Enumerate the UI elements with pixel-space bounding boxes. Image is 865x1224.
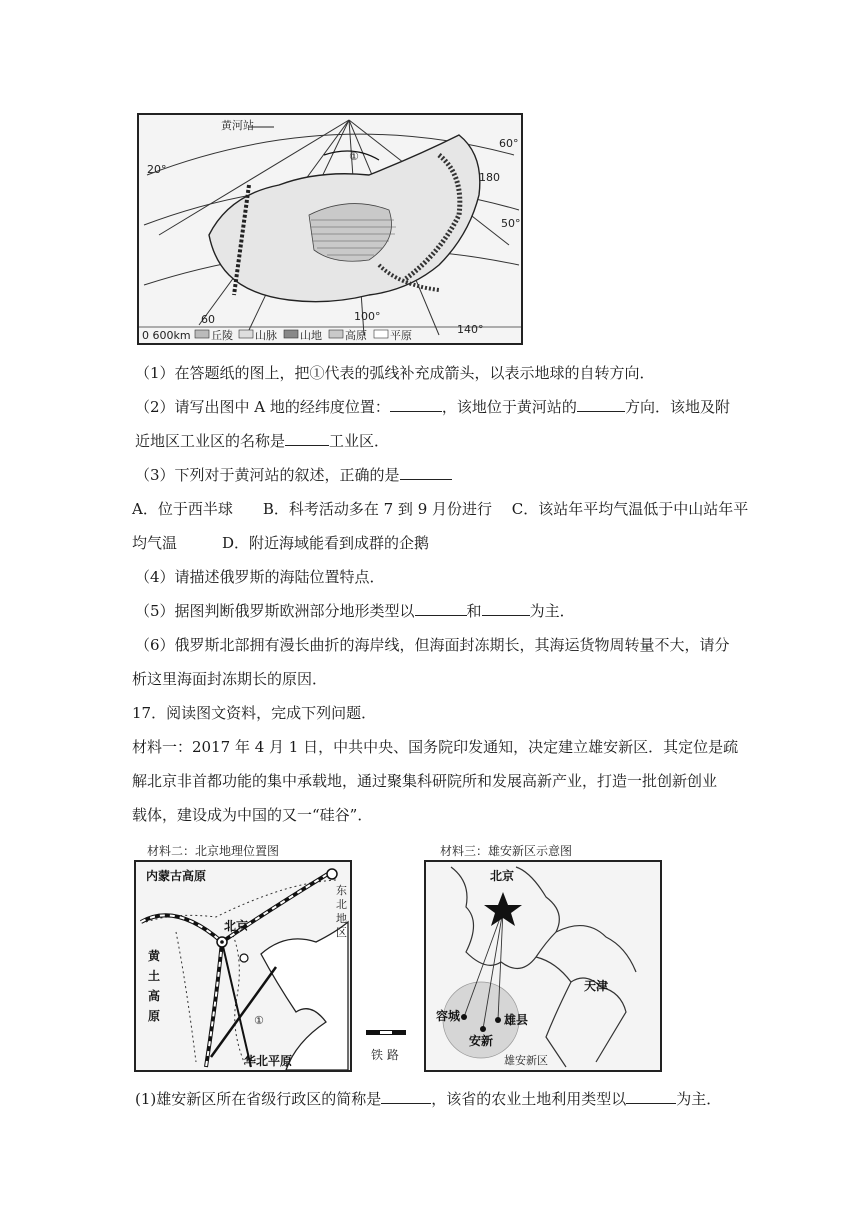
- answer-blank-industry[interactable]: [285, 431, 329, 446]
- svg-text:地: 地: [336, 912, 347, 925]
- arc-label: ①: [349, 150, 359, 163]
- label-arc: ①: [254, 1014, 264, 1027]
- q17-p1-text-a: (1)雄安新区所在省级行政区的简称是: [135, 1090, 382, 1108]
- q17-p1-text-c: 为主．: [676, 1090, 722, 1108]
- q16-p3-options-line1: A．位于西半球 B．科考活动多在 7 到 9 月份进行 C．该站年平均气温低于中山站年平: [132, 500, 749, 518]
- xiongan-map-title: 材料三：雄安新区示意图: [440, 844, 573, 858]
- answer-blank-choice[interactable]: [400, 465, 452, 480]
- beijing-map-title: 材料二：北京地理位置图: [147, 844, 280, 858]
- label-xiongxian: 雄县: [504, 1013, 529, 1027]
- lat-label-60: 60°: [499, 137, 519, 150]
- q16-part3: [135, 464, 452, 486]
- legend-plateau: 高原: [345, 329, 367, 342]
- label-tianjin: 天津: [584, 979, 609, 993]
- label-inner-mongolia: 内蒙古高原: [146, 869, 207, 883]
- q16-p2-text-e: 工业区．: [329, 432, 390, 450]
- svg-text:区: 区: [336, 926, 347, 939]
- label-loess-plateau: [148, 948, 161, 1023]
- q16-part2-line2: [135, 430, 389, 452]
- answer-blank-landuse[interactable]: [626, 1089, 676, 1104]
- q17-material1-line1: 材料一：2017 年 4 月 1 日，中共中央、国务院印发通知，决定建立雄安新区．其定位是疏: [132, 738, 739, 756]
- svg-text:土: 土: [148, 969, 161, 983]
- q16-p3-options-line2: 均气温 D．附近海域能看到成群的企鹅: [132, 534, 430, 552]
- lon-label-100: 100°: [354, 310, 381, 323]
- q16-part1: （1）在答题纸的图上，把①代表的弧线补充成箭头，以表示地球的自转方向．: [135, 364, 655, 382]
- label-rongcheng: 容城: [436, 1009, 461, 1023]
- q17-part1: [135, 1088, 721, 1110]
- svg-text:北: 北: [336, 898, 347, 911]
- svg-text:东: 东: [336, 884, 347, 897]
- q17-p1-text-b: ，该省的农业土地利用类型以: [431, 1090, 627, 1108]
- q16-p2-text-c: 方向．该地及附: [624, 398, 730, 416]
- answer-blank-terrain-1[interactable]: [415, 601, 467, 616]
- q17-material1-line2: 解北京非首都功能的集中承载地，通过聚集科研院所和发展高新产业，打造一批创新创业: [132, 772, 718, 790]
- lat-label-50: 50°: [501, 217, 521, 230]
- label-northeast: [336, 884, 347, 939]
- label-anxin: 安新: [469, 1034, 494, 1048]
- russia-map: [137, 113, 523, 345]
- answer-blank-direction[interactable]: [577, 397, 625, 412]
- answer-blank-terrain-2[interactable]: [482, 601, 530, 616]
- svg-text:原: 原: [148, 1009, 161, 1023]
- label-beijing-star: 北京: [490, 869, 515, 883]
- svg-text:高: 高: [148, 989, 161, 1003]
- xiongan-map: [424, 860, 662, 1072]
- legend-range: 山脉: [255, 329, 277, 342]
- q16-part2-line1: [135, 396, 730, 418]
- q16-part6-line2: 析这里海面封冻期长的原因．: [132, 670, 328, 688]
- q16-p5-text-c: 为主．: [529, 602, 575, 620]
- rail-legend-label: 铁 路: [371, 1048, 399, 1062]
- q16-p5-text-b: 和: [466, 602, 482, 620]
- beijing-map: [134, 860, 352, 1072]
- rail-legend-symbol-inner: [380, 1031, 392, 1034]
- q16-part6-line1: （6）俄罗斯北部拥有漫长曲折的海岸线，但海面封冻期长，其海运货物周转量不大，请分: [135, 636, 730, 654]
- q16-part5: [135, 600, 575, 622]
- q16-p3-text: （3）下列对于黄河站的叙述，正确的是: [135, 466, 400, 484]
- svg-text:黄: 黄: [148, 949, 161, 963]
- lat-label-20: 20°: [147, 163, 167, 176]
- legend-mountain: 山地: [300, 329, 322, 342]
- q16-p2-text-b: ，该地位于黄河站的: [441, 398, 577, 416]
- q16-part4: （4）请描述俄罗斯的海陆位置特点．: [135, 568, 385, 586]
- legend-hills: 丘陵: [211, 329, 233, 342]
- lon-label-140: 140°: [457, 323, 484, 336]
- legend-plain: 平原: [390, 329, 412, 342]
- q17-title: 17．阅读图文资料，完成下列问题．: [132, 704, 377, 722]
- answer-blank-latlon[interactable]: [390, 397, 442, 412]
- answer-blank-province[interactable]: [381, 1089, 431, 1104]
- scale-text: 0 600km: [142, 329, 191, 342]
- lon-label-180: 180: [479, 171, 500, 184]
- q17-material1-line3: 载体，建设成为中国的又一“硅谷”．: [132, 806, 373, 824]
- station-label: 黄河站: [221, 119, 254, 132]
- label-beijing: 北京: [224, 919, 249, 933]
- lon-label-60: 60: [201, 313, 215, 326]
- label-north-china-plain: 华北平原: [244, 1054, 293, 1068]
- q16-p2-text-d: 近地区工业区的名称是: [135, 432, 286, 450]
- q16-p2-text-a: （2）请写出图中 A 地的经纬度位置：: [135, 398, 390, 416]
- label-xiongan-area: 雄安新区: [504, 1054, 548, 1067]
- q16-p5-text-a: （5）据图判断俄罗斯欧洲部分地形类型以: [135, 602, 415, 620]
